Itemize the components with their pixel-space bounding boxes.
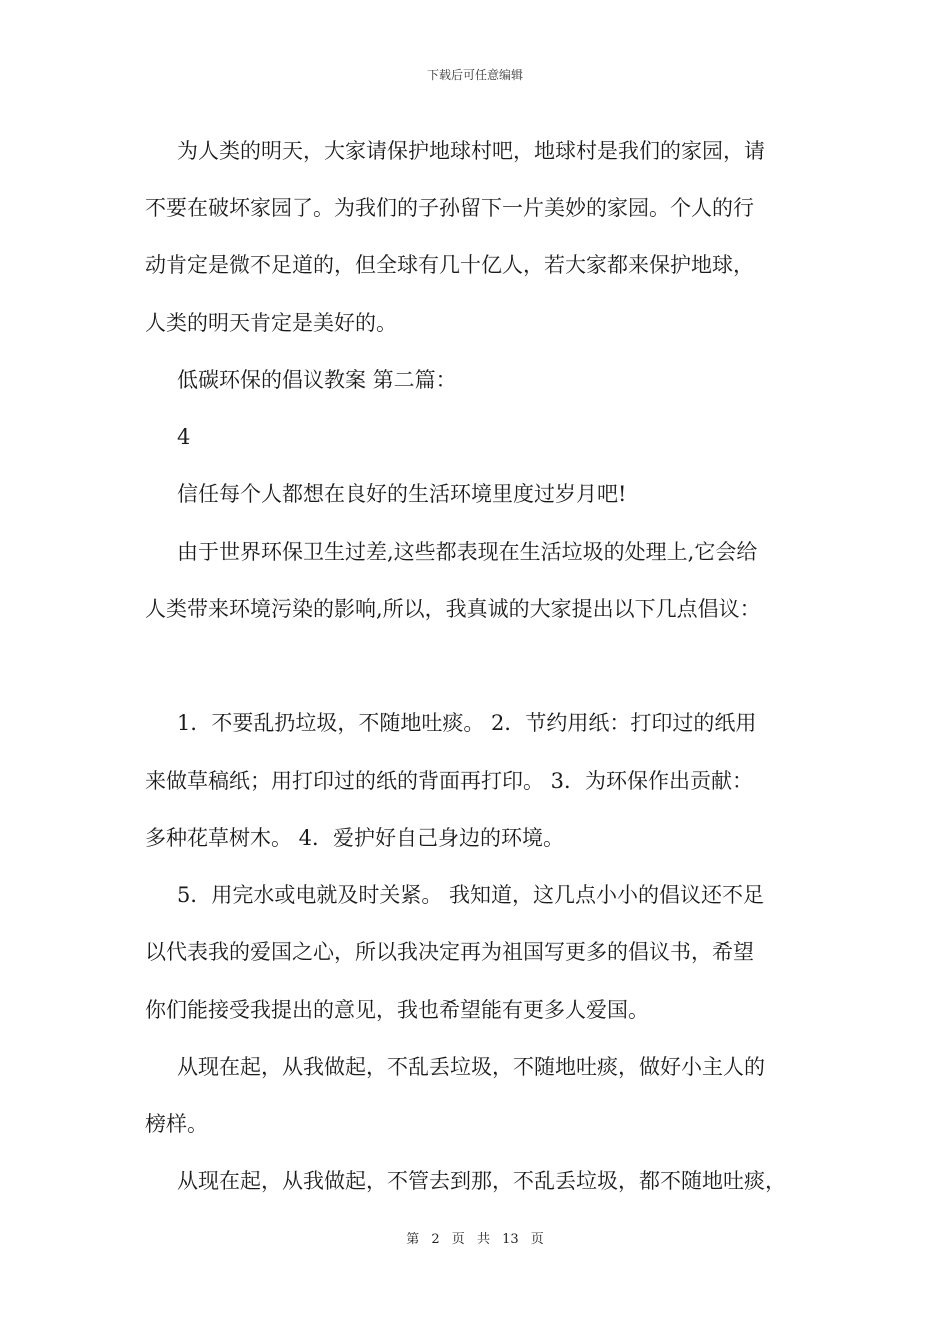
paragraph-line: 你们能接受我提出的意见，我也希望能有更多人爱国。 — [145, 998, 649, 1022]
paragraph-line: 从现在起，从我做起，不管去到那，不乱丢垃圾，都不随地吐痰， — [177, 1169, 786, 1193]
footer-prefix: 第 — [406, 1232, 420, 1247]
paragraph-line: 信任每个人都想在良好的生活环境里度过岁月吧! — [177, 482, 627, 506]
paragraph-line: 由于世界环保卫生过差,这些都表现在生活垃圾的处理上,它会给 — [177, 540, 758, 564]
paragraph-line: 榜样。 — [145, 1112, 208, 1136]
paragraph-line: 动肯定是微不足道的，但全球有几十亿人，若大家都来保护地球， — [145, 253, 754, 277]
page-footer — [0, 1228, 950, 1247]
paragraph-line: 以代表我的爱国之心，所以我决定再为祖国写更多的倡议书，希望 — [145, 940, 754, 964]
paragraph-line: 多种花草树木。 4．爱护好自己身边的环境。 — [145, 826, 565, 850]
paragraph-line: 1．不要乱扔垃圾，不随地吐痰。 2．节约用纸：打印过的纸用 — [177, 711, 757, 735]
footer-suffix: 页 — [530, 1232, 544, 1247]
page-header-note: 下载后可任意编辑 — [426, 68, 523, 82]
footer-page-label: 页 — [451, 1232, 465, 1247]
section-number: 4 — [177, 425, 191, 449]
footer-total-pages: 13 — [502, 1232, 519, 1247]
footer-total-label: 共 — [476, 1232, 490, 1247]
paragraph-line: 不要在破坏家园了。为我们的子孙留下一片美妙的家园。个人的行 — [145, 196, 754, 220]
paragraph-line: 人类的明天肯定是美好的。 — [145, 311, 397, 335]
paragraph-line: 为人类的明天，大家请保护地球村吧，地球村是我们的家园，请 — [177, 139, 765, 163]
paragraph-line: 从现在起，从我做起，不乱丢垃圾，不随地吐痰，做好小主人的 — [177, 1055, 765, 1079]
section-heading: 低碳环保的倡议教案 第二篇： — [177, 368, 457, 392]
paragraph-line: 人类带来环境污染的影响,所以，我真诚的大家提出以下几点倡议： — [145, 597, 761, 621]
paragraph-line: 来做草稿纸；用打印过的纸的背面再打印。 3．为环保作出贡献： — [145, 769, 754, 793]
footer-page-number: 2 — [431, 1232, 440, 1247]
paragraph-line: 5．用完水或电就及时关紧。 我知道，这几点小小的倡议还不足 — [177, 883, 765, 907]
